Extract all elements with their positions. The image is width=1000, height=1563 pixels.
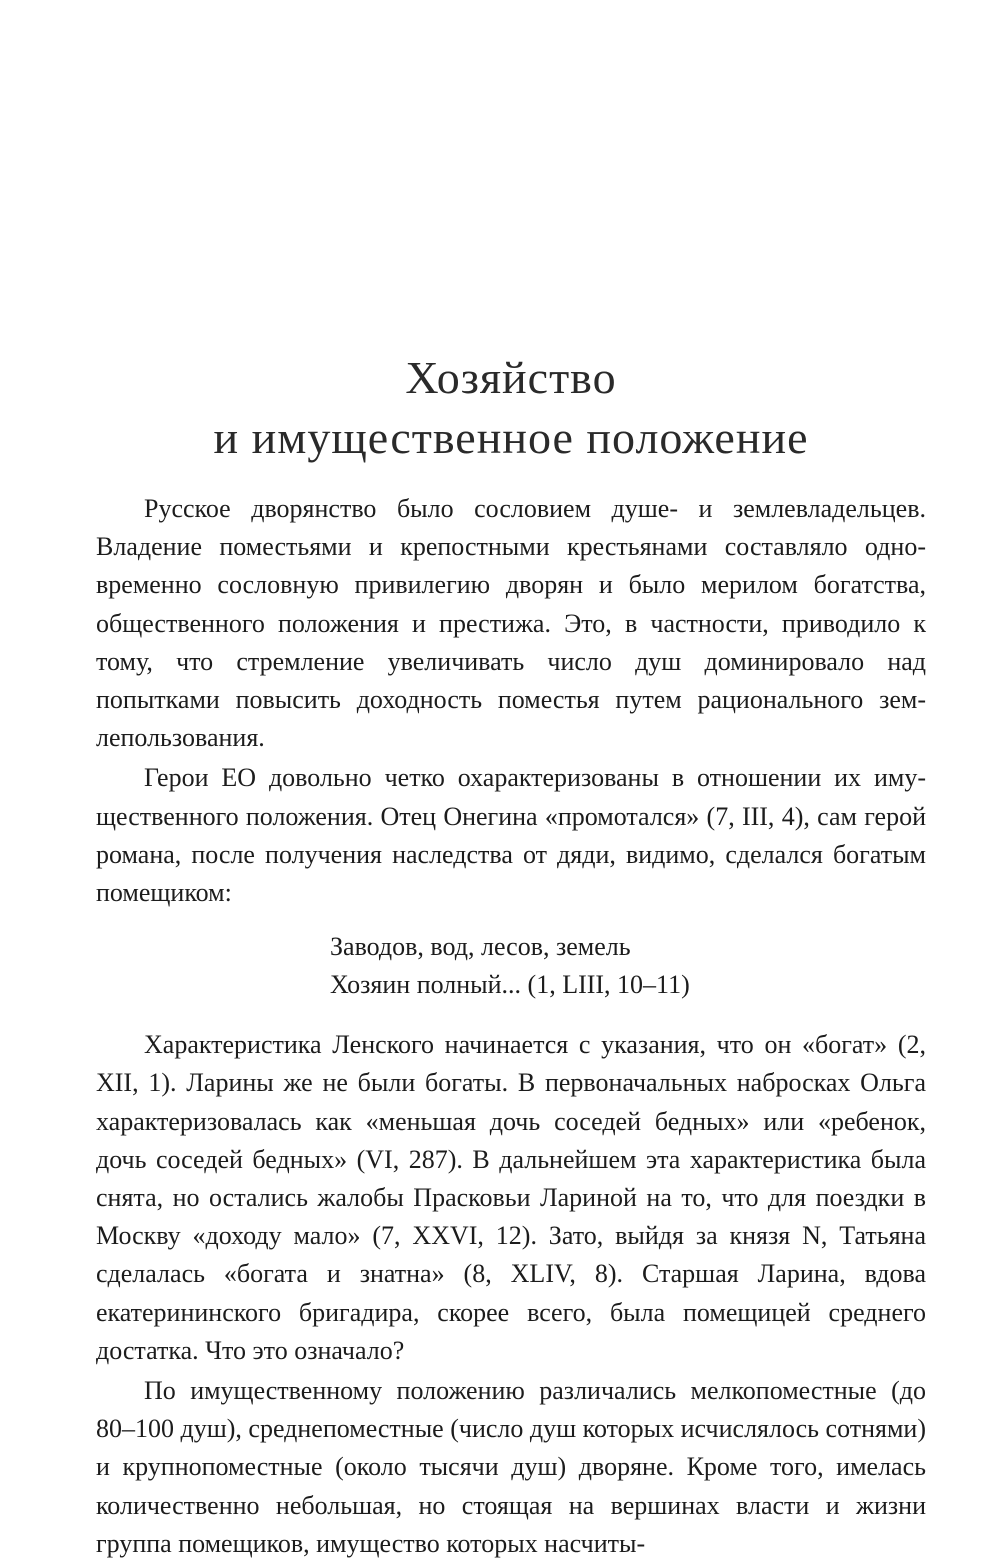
chapter-title-line-1: Хозяйство bbox=[405, 352, 617, 403]
verse-line-1: Заводов, вод, лесов, земель bbox=[330, 932, 631, 962]
paragraph-1: Русское дворянство было сословием душе- и землевладельцев. Владение поместьями и крепостными крестьянами составляло одновременно сословную привилегию дворян и было мерилом богатства, общественного положения и престижа. Это, в частности, приводило к тому, что стремление увеличивать число душ доминировало над попытками повысить доходность поместья путем рационального землепользования. bbox=[96, 494, 926, 753]
verse-quote bbox=[96, 928, 926, 1004]
paragraph-2: Герои ЕО довольно четко охарактеризованы в отношении их имущественного положения. Отец Онегина «промотался» (7, III, 4), сам герой романа, после получения наследства от дяди, видимо, сделался богатым помещиком: bbox=[96, 763, 926, 908]
paragraph-3: Характеристика Ленского начинается с указания, что он «богат» (2, XII, 1). Ларины же не были богаты. В первоначальных набросках Ольга характеризовалась как «меньшая дочь соседей бедных» или «ребенок, дочь соседей бедных» (VI, 287). В дальнейшем эта характеристика была снята, но остались жалобы Прасковьи Лариной на то, что для поездки в Москву «доходу мало» (7, XXVI, 12). Зато, выйдя за князя N, Татьяна сделалась «богата и знатна» (8, XLIV, 8). Старшая Ларина, вдова екатерининского бригадира, скорее всего, была помещицей среднего достатка. Что это означало? bbox=[96, 1030, 926, 1365]
paragraph-4: По имущественному положению различались мелкопоместные (до 80–100 душ), среднепоместные (число душ которых исчислялось сотнями) и крупнопоместные (около тысячи душ) дворяне. Кроме того, имелась количественно небольшая, но стоящая на вершинах власти и жизни группа помещиков, имущество которых насчиты- bbox=[96, 1376, 926, 1558]
chapter-title-line-2: и имущественное положение bbox=[213, 412, 809, 463]
verse-line-2: Хозяин полный... (1, LIII, 10–11) bbox=[330, 970, 690, 1000]
book-page bbox=[96, 348, 926, 1563]
chapter-title bbox=[96, 348, 926, 468]
